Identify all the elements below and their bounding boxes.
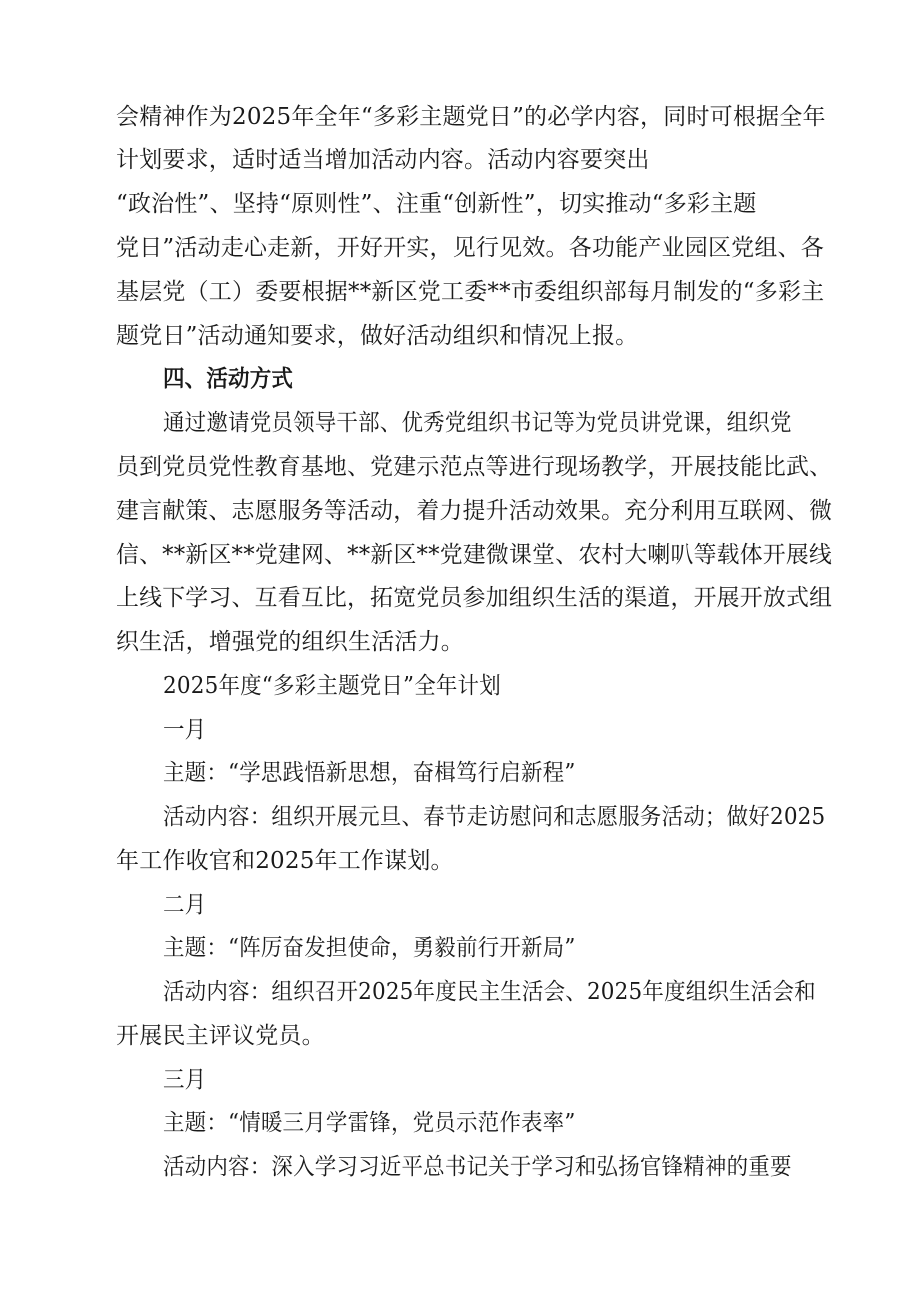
- activity-content-line: 开展民主评议党员。: [116, 1023, 325, 1049]
- paragraph-line: 会精神作为2025年全年“多彩主题党日”的必学内容，同时可根据全年: [116, 104, 826, 130]
- paragraph-line: 题党日”活动通知要求，做好活动组织和情况上报。: [116, 323, 639, 349]
- paragraph-line: 信、**新区**党建网、**新区**党建微课堂、农村大喇叭等载体开展线: [116, 542, 832, 568]
- plan-title: 2025年度“多彩主题党日”全年计划: [163, 673, 501, 699]
- paragraph-line: 员到党员党性教育基地、党建示范点等进行现场教学，开展技能比武、: [116, 454, 833, 480]
- activity-content-line: 活动内容：组织召开2025年度民主生活会、2025年度组织生活会和: [163, 979, 816, 1005]
- paragraph-line: 建言献策、志愿服务等活动，着力提升活动效果。充分利用互联网、微: [116, 498, 833, 524]
- paragraph-line: 计划要求，适时适当增加活动内容。活动内容要突出: [116, 147, 650, 173]
- paragraph-line: 基层党（工）委要根据**新区党工委**市委组织部每月制发的“多彩主: [116, 279, 825, 305]
- month-label: 一月: [163, 717, 207, 743]
- paragraph-line: 上线下学习、互看互比，拓宽党员参加组织生活的渠道，开展开放式组: [116, 585, 833, 611]
- paragraph-line: 党日”活动走心走新，开好开实，见行见效。各功能产业园区党组、各: [116, 235, 824, 261]
- activity-content-line: 活动内容：深入学习习近平总书记关于学习和弘扬官锋精神的重要: [163, 1154, 792, 1180]
- month-label: 二月: [163, 892, 207, 918]
- paragraph-line: 通过邀请党员领导干部、优秀党组织书记等为党员讲党课，组织党: [163, 410, 792, 436]
- activity-content-line: 活动内容：组织开展元旦、春节走访慰问和志愿服务活动；做好2025: [163, 804, 826, 830]
- paragraph-line: “政治性”、坚持“原则性”、注重“创新性”，切实推动“多彩主题: [116, 191, 757, 217]
- theme-line: 主题：“情暖三月学雷锋，党员示范作表率”: [163, 1110, 576, 1136]
- theme-line: 主题：“学思践悟新思想，奋楫笃行启新程”: [163, 760, 576, 786]
- theme-line: 主题：“阵厉奋发担使命，勇毅前行开新局”: [163, 935, 576, 961]
- activity-content-line: 年工作收官和2025年工作谋划。: [116, 848, 454, 874]
- section-heading: 四、活动方式: [163, 366, 294, 392]
- month-label: 三月: [163, 1067, 207, 1093]
- paragraph-line: 织生活，增强党的组织生活活力。: [116, 629, 464, 655]
